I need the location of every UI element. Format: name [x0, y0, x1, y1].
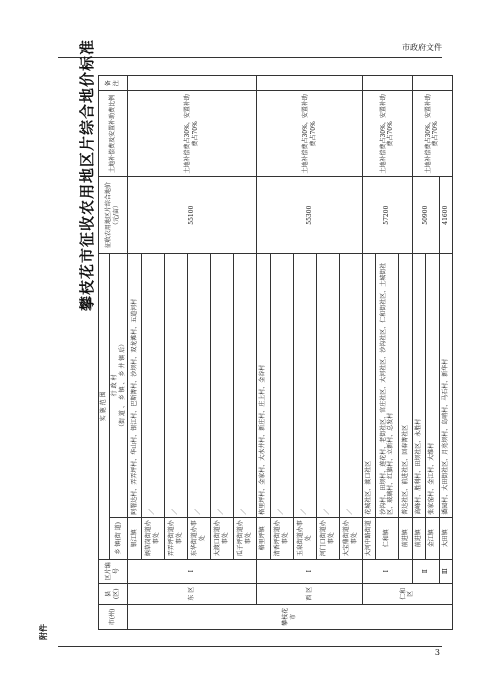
township-cell: 前进镇 — [399, 517, 412, 559]
price-cell: 57200 — [362, 177, 412, 254]
villages-cell: 潘园村、大田街社区、月亮坝村、岛哨村、马石村、新华村 — [439, 254, 452, 518]
col-city: 市(州) — [99, 604, 128, 629]
header-rule — [58, 57, 442, 58]
col-village-sub: （街 道 、 乡 镇 、 乡 井 镇 后） — [118, 340, 126, 430]
township-cell: 弄弄坪街道办事处 — [164, 517, 187, 559]
col-scope: 实 施 范 围 — [99, 254, 110, 560]
villages-cell: 阿署达村、弄弄坪村、华山村、银江村、巴斯箐村、沙坝村、双龙滩村、五道河村 — [128, 254, 141, 518]
zone-cell: Ⅱ — [412, 559, 439, 583]
villages-cell: 花城社区、渡口社区 — [362, 254, 375, 518]
ratio-cell: 土地补偿费占30%，安置补助费占70% — [128, 91, 257, 177]
county-cell: 东 区 — [128, 583, 257, 604]
note-cell — [128, 76, 257, 91]
col-county: 县(区) — [99, 583, 128, 604]
villages-cell: 普达社区、前进社区、回春箐社区 — [399, 254, 412, 518]
zone-cell: Ⅰ — [362, 559, 412, 583]
doc-type-label: 市政府文件 — [402, 43, 442, 52]
table-row — [362, 76, 375, 630]
villages-cell: 沙沟村、田坝村、莲花村、老街社区、官庄社区、大河社区、沙沟社区、仁和街社区、土城街社区、玻璃村、红旗村、立新村、总发村 — [376, 254, 399, 518]
col-village-label: 行 政 村 — [110, 374, 118, 397]
township-cell: 银江镇 — [128, 517, 141, 559]
ratio-cell: 土地补偿费占30%，安置补助费占70% — [412, 91, 452, 177]
township-cell: 金江镇 — [426, 517, 439, 559]
villages-cell: ／ — [187, 254, 210, 518]
price-cell: 55300 — [257, 177, 363, 254]
zone-cell: Ⅰ — [257, 559, 363, 583]
county-cell: 西 区 — [257, 583, 363, 604]
villages-cell: ／ — [234, 254, 257, 518]
appendix-label: 附件 — [39, 624, 48, 640]
township-cell: 清香坪街道办事处 — [270, 517, 293, 559]
villages-cell: ／ — [293, 254, 316, 518]
note-cell — [412, 76, 452, 91]
table-row — [412, 76, 425, 630]
land-price-table — [98, 75, 453, 630]
villages-cell: ／ — [316, 254, 339, 518]
township-cell: 河门口街道办事处 — [316, 517, 339, 559]
villages-cell: ／ — [339, 254, 362, 518]
footer-rule — [58, 646, 442, 647]
price-cell: 55100 — [128, 177, 257, 254]
col-village — [109, 254, 128, 518]
col-price: 征收农用地区片综合地价（元/亩） — [99, 177, 128, 254]
land-price-table-wrapper — [98, 75, 453, 630]
township-cell: 前进镇 — [412, 517, 425, 559]
villages-cell: 张家窑村、金江村、大维村 — [426, 254, 439, 518]
col-note: 备注 — [99, 76, 128, 91]
zone-cell: Ⅲ — [439, 559, 452, 583]
price-cell: 50900 — [412, 177, 439, 254]
villages-cell: ／ — [164, 254, 187, 518]
villages-cell: 高峰村、胜利村、田坝社区、永胜村 — [412, 254, 425, 518]
table-row — [257, 76, 270, 630]
villages-cell: ／ — [141, 254, 164, 518]
col-zone: 区片编号 — [99, 559, 128, 583]
note-cell — [362, 76, 412, 91]
township-cell: 大宝鼎街道办事处 — [339, 517, 362, 559]
township-cell: 仁和镇 — [376, 517, 399, 559]
township-cell: 东华街道办事处 — [187, 517, 210, 559]
page-number: 3 — [434, 648, 440, 657]
township-cell: 格里坪镇 — [257, 517, 270, 559]
villages-cell: 格里坪村、金家村、大水井村、新庄村、庄上村、金谷村 — [257, 254, 270, 518]
villages-cell: ／ — [270, 254, 293, 518]
township-cell: 大渡口街道办事处 — [211, 517, 234, 559]
page-title: 攀枝花市征收农用地区片综合地价标准 — [78, 39, 96, 312]
villages-cell: ／ — [211, 254, 234, 518]
city-cell: 攀枝花市 — [128, 604, 453, 629]
township-cell: 大田镇 — [439, 517, 452, 559]
zone-cell: Ⅰ — [128, 559, 257, 583]
township-cell: 瓜子坪街道办事处 — [234, 517, 257, 559]
ratio-cell: 土地补偿费占30%，安置补助费占70% — [362, 91, 412, 177]
col-township: 乡 镇(街 道) — [109, 517, 128, 559]
note-cell — [257, 76, 363, 91]
page-header — [0, 0, 500, 62]
township-cell: 大河中路街道 — [362, 517, 375, 559]
table-row — [128, 76, 141, 630]
price-cell: 41600 — [439, 177, 452, 254]
county-cell: 仁和区 — [362, 583, 452, 604]
ratio-cell: 土地补偿费占30%，安置补助费占70% — [257, 91, 363, 177]
col-ratio: 土地补偿费及安置补助费比例 — [99, 91, 128, 177]
township-cell: 炳草岗街道办事处 — [141, 517, 164, 559]
township-cell: 玉泉街道办事处 — [293, 517, 316, 559]
